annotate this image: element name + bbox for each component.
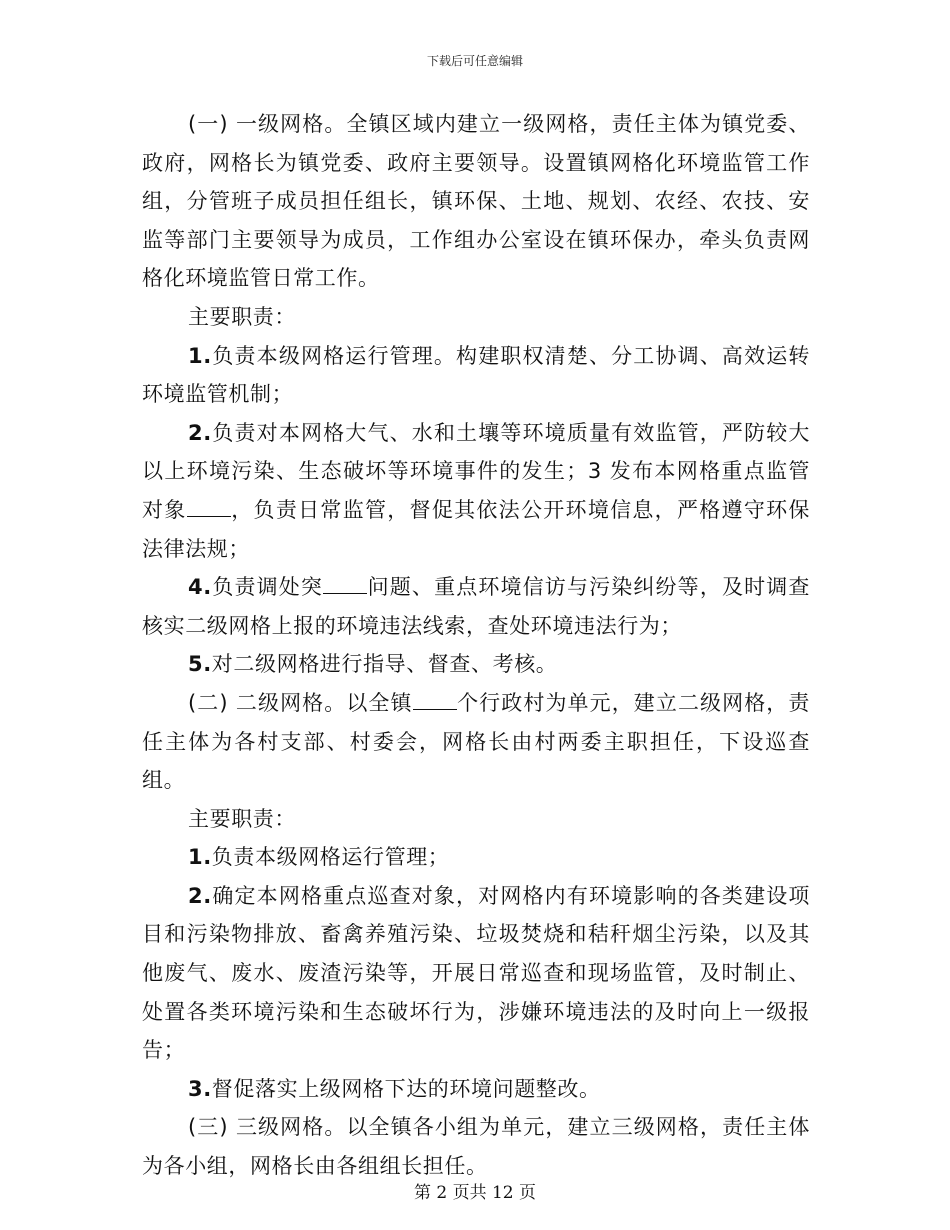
paragraph-level1-grid: (一) 一级网格。全镇区域内建立一级网格，责任主体为镇党委、政府，网格长为镇党委、政府主要领导。设置镇网格化环境监管工作组，分管班子成员担任组长，镇环保、土地、规划、农经、农技、安监等部门主要领导为成员，工作组办公室设在镇环保办，牵头负责网格化环境监管日常工作。	[142, 112, 810, 291]
item-text-continued: ，负责日常监管，督促其依法公开环境信息，严格遵守环保法律法规；	[142, 497, 810, 561]
item-text: 负责对本网格大气、水和土壤等环境质量有效监管，严防较大以上环境污染、生态破坏等环境事件的发生；3 发布本网格重点监管对象	[142, 420, 810, 522]
blank-line	[323, 571, 367, 594]
paragraph-level2-grid	[142, 684, 810, 800]
item-text: 负责调处突	[211, 575, 324, 600]
item-text-continued: 问题、重点环境信访与污染纠纷等，及时调查核实二级网格上报的环境违法线索，查处环境违法行为；	[142, 575, 811, 638]
blank-line	[187, 494, 231, 517]
page-header: 下载后可任意编辑	[426, 54, 523, 68]
paragraph-item-2	[142, 414, 810, 568]
paragraph-duties-heading-2: 主要职责：	[188, 806, 296, 831]
item-text: 对二级网格进行指导、督查、考核。	[211, 652, 558, 677]
item-text: 督促落实上级网格下达的环境问题整改。	[211, 1076, 601, 1101]
document-body	[142, 105, 810, 1186]
paragraph-item-3b	[142, 1070, 810, 1109]
item-number: 5.	[188, 652, 212, 677]
paragraph-item-5	[142, 645, 810, 684]
paragraph-item-4	[142, 568, 810, 645]
paragraph-item-1	[142, 337, 810, 414]
paragraph-duties-heading: 主要职责：	[188, 304, 296, 329]
item-number: 4.	[188, 575, 212, 600]
item-number: 1.	[188, 845, 212, 870]
item-text: 负责本级网格运行管理；	[211, 845, 450, 870]
page-footer: 第 2 页共 12 页	[413, 1183, 537, 1203]
paragraph-text-continued: 个行政村为单元，建立二级网格，责任主体为各村支部、村委会，网格长由村两委主职担任，下设巡查组。	[142, 690, 810, 793]
item-number: 1.	[188, 343, 212, 368]
item-number: 3.	[188, 1076, 212, 1101]
item-number: 2.	[188, 420, 212, 445]
paragraph-text: (二) 二级网格。以全镇	[188, 690, 413, 715]
paragraph-level3-grid: (三) 三级网格。以全镇各小组为单元，建立三级网格，责任主体为各小组，网格长由各组组长担任。	[142, 1115, 810, 1179]
paragraph-item-2b	[142, 877, 810, 1070]
blank-line	[413, 687, 457, 710]
item-number: 2.	[188, 883, 212, 908]
item-text: 确定本网格重点巡查对象，对网格内有环境影响的各类建设项目和污染物排放、畜禽养殖污染、垃圾焚烧和秸秆烟尘污染，以及其他废气、废水、废渣污染等，开展日常巡查和现场监管，及时制止、处置各类环境污染和生态破坏行为，涉嫌环境违法的及时向上一级报告；	[142, 883, 810, 1063]
item-text: 负责本级网格运行管理。构建职权清楚、分工协调、高效运转环境监管机制；	[142, 343, 810, 407]
paragraph-item-1b	[142, 838, 810, 877]
